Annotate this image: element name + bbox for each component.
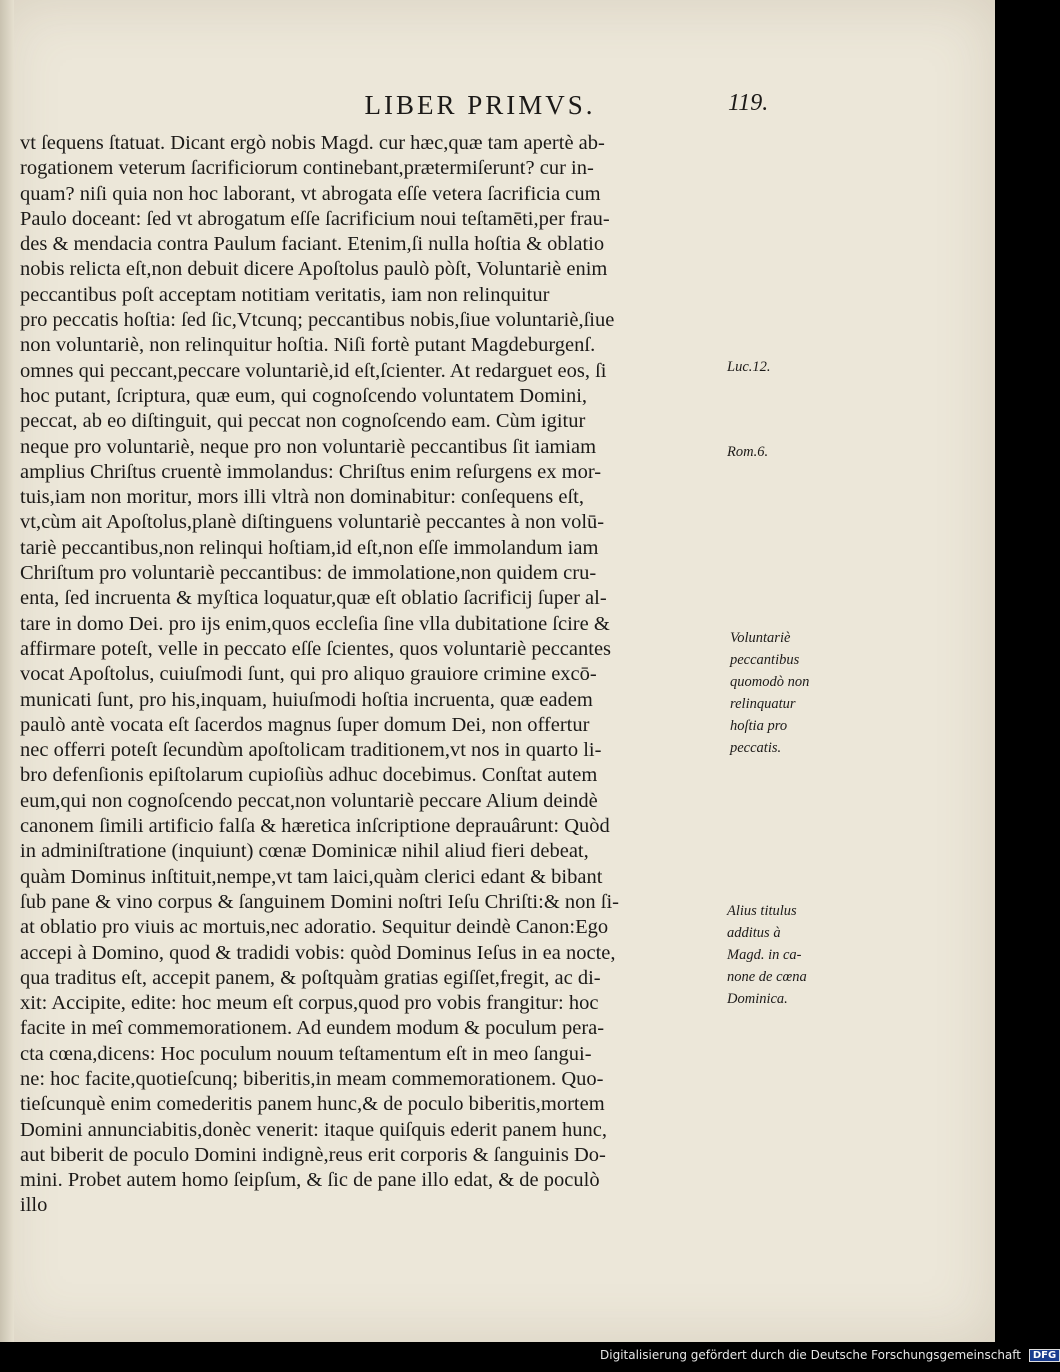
text-line: illo (20, 1194, 48, 1217)
text-line: facite in meî commemorationem. Ad eundem modum & poculum pera- (20, 1017, 605, 1040)
text-line: vocat Apoſtolus, cuiuſmodi ſunt, qui pro aliquo grauiore crimine excō- (20, 663, 597, 686)
text-line: neque pro voluntariè, neque pro non voluntariè peccantibus ſit iamiam (20, 435, 597, 458)
text-line: tuis,iam non moritur, mors illi vltrà non dominabitur: conſequens eſt, (20, 486, 584, 509)
text-line: Paulo doceant: ſed vt abrogatum eſſe ſacrificium noui teſtamēti,per frau- (20, 207, 610, 230)
margin-note-voluntarie (730, 627, 809, 759)
margin-note-line: hoſtia pro (730, 718, 788, 734)
credit-text: Digitalisierung gefördert durch die Deutsche Forschungsgemeinschaft (600, 1348, 1022, 1362)
margin-note-line: quomodò non (730, 674, 810, 690)
text-line: tariè peccantibus,non relinqui hoſtiam,id eſt,non eſſe immolandum iam (20, 536, 599, 559)
text-line: enta, ſed incruenta & myſtica loquatur,quæ eſt oblatio ſacrificij ſuper al- (20, 587, 607, 610)
text-line: hoc putant, ſcriptura, quæ eum, qui cognoſcendo voluntatem Domini, (20, 384, 588, 407)
text-line: accepi à Domino, quod & tradidi vobis: quòd Dominus Ieſus in ea nocte, (20, 941, 616, 964)
text-line: nobis relicta eſt,non debuit dicere Apoſtolus paulò pòſt, Voluntariè enim (20, 258, 608, 281)
text-line: bro defenſionis epiſtolarum cupioſiùs adhuc docebimus. Conſtat autem (20, 764, 598, 787)
margin-note-line: none de cœna (727, 969, 807, 985)
text-line: vt,cùm ait Apoſtolus,planè diſtinguens voluntariè peccantes à non volū- (20, 511, 605, 534)
margin-note-luc: Luc.12. (727, 359, 771, 375)
text-line: at oblatio pro viuis ac mortuis,nec adoratio. Sequitur deindè Canon:Ego (20, 916, 609, 939)
margin-note-rom: Rom.6. (727, 444, 769, 460)
digitization-credit (600, 1348, 1057, 1362)
page-binding-edge (0, 0, 14, 1342)
text-line: xit: Accipite, edite: hoc meum eſt corpus,quod pro vobis frangitur: hoc (20, 992, 599, 1015)
text-line: non voluntariè, non relinquitur hoſtia. Niſi fortè putant Magdeburgenſ. (20, 334, 596, 357)
text-line: affirmare poteſt, velle in peccato eſſe ſcientes, quos voluntariè peccantes (20, 637, 612, 660)
text-line: eum,qui non cognoſcendo peccat,non voluntariè peccare Alium deindè (20, 789, 598, 812)
text-line: nec offerri poteſt ſecundùm apoſtolicam traditionem,vt nos in quarto li- (20, 739, 602, 762)
text-line: in adminiſtratione (inquiunt) cœnæ Dominicæ nihil aliud fieri debeat, (20, 840, 589, 863)
text-line: municati ſunt, pro his,inquam, huiuſmodi hoſtia incruenta, quæ eadem (20, 688, 593, 711)
text-line: pro peccatis hoſtia: ſed ſic,Vtcunq; peccantibus nobis,ſiue voluntariè,ſiue (20, 309, 615, 332)
margin-note-line: relinquatur (730, 696, 796, 712)
text-line: omnes qui peccant,peccare voluntariè,id eſt,ſcienter. At redarguet eos, ſi (20, 359, 607, 382)
margin-note-line: Alius titulus (727, 903, 797, 919)
text-line: des & mendacia contra Paulum faciant. Etenim,ſi nulla hoſtia & oblatio (20, 233, 605, 256)
margin-note-line: peccatis. (730, 740, 782, 756)
text-line: ſub pane & vino corpus & ſanguinem Domini noſtri Ieſu Chriſti:& non ſi- (20, 890, 619, 913)
margin-note-line: peccantibus (730, 652, 800, 668)
margin-note-alius-titulus (727, 900, 807, 1010)
text-line: Chriſtum pro voluntariè peccantibus: de immolatione,non quidem cru- (20, 562, 597, 585)
text-line: amplius Chriſtus cruentè immolandus: Chriſtus enim reſurgens ex mor- (20, 460, 602, 483)
text-line: qua traditus eſt, accepit panem, & poſtquàm gratias egiſſet,fregit, ac di- (20, 966, 601, 989)
text-line: tieſcunquè enim comederitis panem hunc,& de poculo biberitis,mortem (20, 1093, 605, 1116)
text-line: canonem ſimili artificio falſa & hæretica inſcriptione deprauârunt: Quòd (20, 815, 610, 838)
running-head (0, 90, 995, 130)
text-line: quàm Dominus inſtituit,nempe,vt tam laici,quàm clerici edant & bibant (20, 865, 603, 888)
margin-note-line: Voluntariè (730, 630, 791, 646)
margin-note-line: Dominica. (727, 991, 788, 1007)
text-line: aut biberit de poculo Domini indignè,reus erit corporis & ſanguinis Do- (20, 1143, 606, 1166)
dfg-logo: DFG (1029, 1349, 1060, 1362)
text-line: cta cœna,dicens: Hoc poculum nouum teſtamentum eſt in meo ſangui- (20, 1042, 592, 1065)
text-line: tare in domo Dei. pro ijs enim,quos eccleſia ſine vlla dubitatione ſcire & (20, 612, 610, 635)
page-number: 119. (728, 90, 769, 116)
text-line: rogationem veterum ſacrificiorum continebant,prætermiſerunt? cur in- (20, 157, 594, 180)
running-title: LIBER PRIMVS. (364, 90, 596, 120)
text-line: vt ſequens ſtatuat. Dicant ergò nobis Magd. cur hæc,quæ tam apertè ab- (20, 132, 605, 154)
text-line: mini. Probet autem homo ſeipſum, & ſic de pane illo edat, & de poculò (20, 1169, 600, 1192)
main-text-block (20, 131, 725, 1219)
text-line: quam? niſi quia non hoc laborant, vt abrogata eſſe vetera ſacrificia cum (20, 182, 601, 205)
text-line: peccantibus poſt acceptam notitiam veritatis, iam non relinquitur (20, 283, 550, 306)
text-line: Domini annunciabitis,donèc venerit: itaque quiſquis ederit panem hunc, (20, 1118, 607, 1141)
text-line: peccat, ab eo diſtinguit, qui peccat non cognoſcendo eam. Cùm igitur (20, 410, 586, 433)
margin-note-line: additus à (727, 925, 781, 941)
text-line: ne: hoc facite,quotieſcunq; biberitis,in meam commemorationem. Quo- (20, 1067, 604, 1090)
text-line: paulò antè vocata eſt ſacerdos magnus ſuper domum Dei, non offertur (20, 713, 590, 736)
margin-note-line: Magd. in ca- (727, 947, 802, 963)
